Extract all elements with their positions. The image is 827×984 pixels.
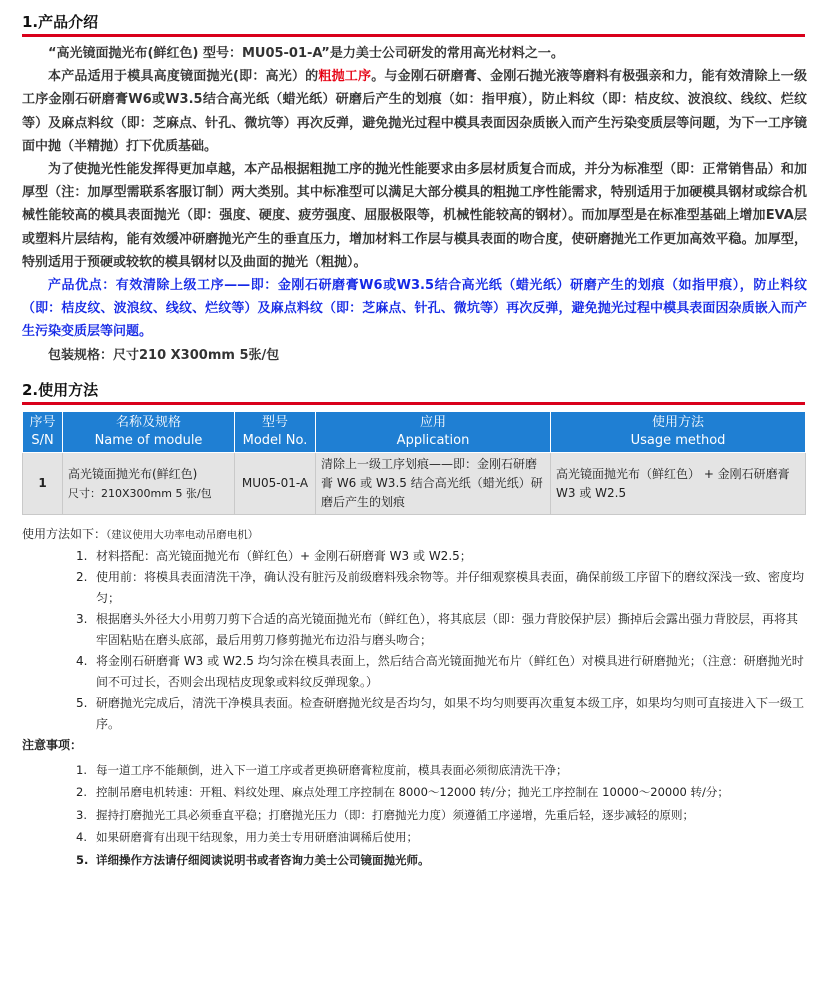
cautions [22,734,807,872]
cell-application: 清除上一级工序划痕——即：金刚石研磨膏 W6 或 W3.5 结合高光纸（蜡光纸）研磨后产生的划痕 [316,453,551,515]
section-title-usage: 2.使用方法 [22,381,99,399]
section-divider [22,34,805,37]
list-item: 5. 研磨抛光完成后，清洗干净模具表面。检查研磨抛光纹是否均匀，如果不均匀则要再次重复本级工序，如果均匀则可直接进入下一级工序。 [76,696,805,731]
header-name: 名称及规格 Name of module [63,412,235,453]
section-divider [22,402,805,405]
table-header-row [23,412,806,453]
product-advantages: 产品优点：有效清除上级工序——即：金刚石研磨膏W6或W3.5结合高光纸（蜡光纸）研磨产生的划痕（如指甲痕），防止料纹（即：桔皮纹、波浪纹、线纹、烂纹等）及麻点料纹（即：芝麻点、针孔、微坑等）再次反弹，避免抛光过程中模具表面因杂质嵌入而产生污染变质层等问题。 [22,278,807,340]
list-item: 3. 根据磨头外径大小用剪刀剪下合适的高光镜面抛光布（鲜红色），将其底层（即：强力背胶保护层）撕掉后会露出强力背胶层，再将其牢固粘贴在磨头底部，最后用剪刀修剪抛光布边沿与磨头吻合； [76,612,799,647]
package-spec: 包装规格：尺寸210 X300mm 5张/包 [48,347,280,363]
cell-sn: 1 [23,453,63,515]
intro-p2-end: 。与金刚石研磨膏、金刚石抛光液等磨料有极强亲和力，能有效清除上一级工序金刚石研磨膏W6或W3.5结合高光纸（蜡光纸）研磨后产生的划痕（如：指甲痕），防止料纹（即：桔皮纹、波浪纹、线纹、烂纹等）及麻点料纹（即：芝麻点、针孔、微坑等）再次反弹，避免抛光过程中模具表面因杂质嵌入而产生污染变质层等问题，为下一工序镜面中抛（半精抛）打下优质基础。 [22,69,807,154]
section-title-intro: 1.产品介绍 [22,13,99,31]
header-application: 应用 Application [316,412,551,453]
cell-model: MU05-01-A [235,453,316,515]
list-item: 3. 握持打磨抛光工具必须垂直平稳；打磨抛光压力（即：打磨抛光力度）须遵循工序递增，先重后轻，逐步减轻的原则； [76,807,694,822]
header-model: 型号 Model No. [235,412,316,453]
table-row [23,453,806,515]
list-item: 5. 详细操作方法请仔细阅读说明书或者咨询力美士公司镜面抛光师。 [76,852,430,867]
usage-steps [22,546,807,735]
list-item: 2. 控制吊磨电机转速：开粗、料纹处理、麻点处理工序控制在 8000～12000 转/分；抛光工序控制在 10000～20000 转/分； [76,785,729,800]
intro-paragraph-2 [22,65,807,158]
list-item: 4. 将金刚石研磨膏 W3 或 W2.5 均匀涂在模具表面上，然后结合高光镜面抛光布片（鲜红色）对模具进行研磨抛光；（注意：研磨抛光时间不可过长，否则会出现桔皮现象或料纹反弹现象。） [76,654,804,689]
list-item: 4. 如果研磨膏有出现干结现象，用力美士专用研磨油调稀后使用； [76,830,418,845]
header-sn: 序号 S/N [23,412,63,453]
cell-usage: 高光镜面抛光布（鲜红色） + 金刚石研磨膏 W3 或 W2.5 [551,453,806,515]
cell-name: 高光镜面抛光布(鲜红色) 尺寸：210X300mm 5 张/包 [63,453,235,515]
intro-paragraph-3: 为了使抛光性能发挥得更加卓越，本产品根据粗抛工序的抛光性能要求由多层材质复合而成，并分为标准型（即：正常销售品）和加厚型（注：加厚型需联系客服订制）两大类别。其中标准型可以满足大部分模具的粗抛工序性能需求，特别适用于加硬模具钢材或综合机械性能较高的模具表面抛光（即：强度、硬度、疲劳强度、屈服极限等，机械性能较高的钢材）。而加厚型是在标准型基础上增加EVA层或塑料片层结构，能有效缓冲研磨抛光产生的垂直压力，增加材料工作层与模具表面的吻合度，使研磨抛光工作更加高效平稳。加厚型，特别适用于预硬或较软的模具钢材以及曲面的抛光（粗抛）。 [22,162,807,270]
list-item: 2. 使用前：将模具表面清洗干净，确认没有脏污及前级磨料残余物等。并仔细观察模具表面，确保前级工序留下的磨纹深浅一致、密度均匀； [76,570,805,605]
spec-table [22,411,806,515]
list-item: 1. 每一道工序不能颠倒，进入下一道工序或者更换研磨膏粒度前，模具表面必须彻底清洗干净； [76,762,568,777]
usage-heading: 使用方法如下：（建议使用大功率电动吊磨电机） [22,527,259,541]
intro-paragraph-1: “高光镜面抛光布(鲜红色) 型号：MU05-01-A”是力美士公司研发的常用高光材料之一。 [48,46,564,61]
list-item: 1. 材料搭配：高光镜面抛光布（鲜红色）+ 金刚石研磨膏 W3 或 W2.5； [76,549,472,563]
usage-method [22,524,807,735]
header-usage: 使用方法 Usage method [551,412,806,453]
cautions-heading: 注意事项： [22,738,83,752]
intro-body [22,42,807,367]
cautions-list [22,759,807,872]
rough-polish-highlight: 粗抛工序 [318,69,372,85]
intro-p2-start: 本产品适用于模具高度镜面抛光(即：高光）的 [48,69,319,85]
